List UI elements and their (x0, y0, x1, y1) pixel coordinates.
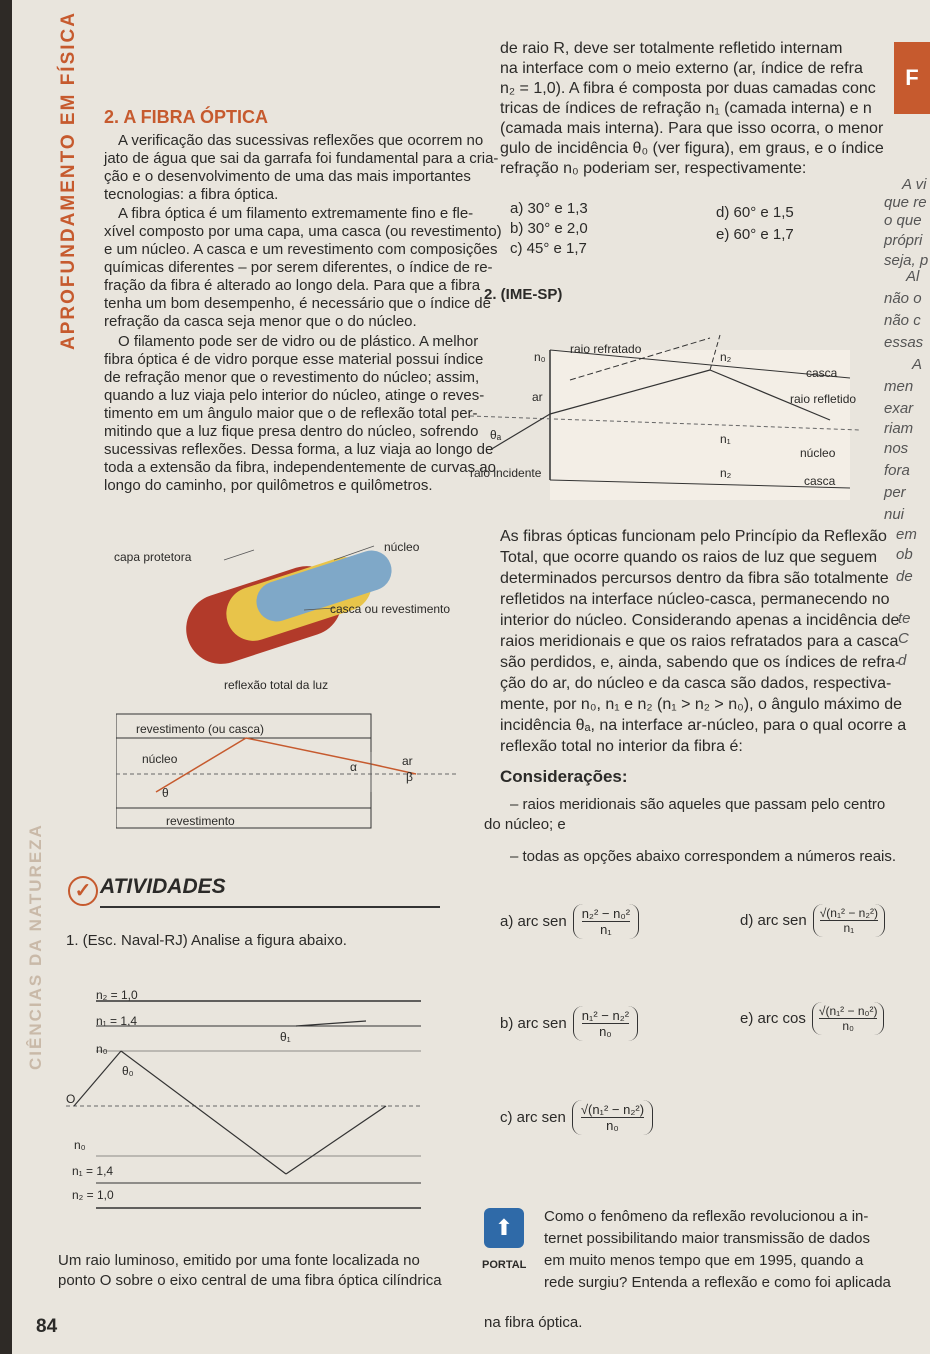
text-line: – raios meridionais são aqueles que passam pelo centro (510, 796, 886, 813)
fraction (572, 1100, 653, 1135)
text-line: ternet possibilitando maior transmissão de dados (544, 1230, 871, 1247)
refraction-diagram (470, 330, 860, 500)
label-casca: casca ou revestimento (330, 602, 451, 616)
edge-fragment: de (896, 568, 913, 585)
label-n0-top: n₀ (96, 1042, 108, 1056)
section-heading: 2. A FIBRA ÓPTICA (104, 107, 269, 127)
label-air: ar (402, 754, 413, 768)
label-theta1: θ₁ (280, 1030, 291, 1044)
option-2e (740, 1002, 884, 1035)
option-2b (500, 1006, 638, 1041)
text-line: reflexão total no interior da fibra é: (500, 738, 743, 755)
text-line: Como o fenômeno da reflexão revolucionou a in- (544, 1208, 869, 1225)
text-line: fibra óptica é de vidro porque esse material possui índice (104, 351, 484, 368)
text-line: de raio R, deve ser totalmente refletido internam (500, 40, 843, 57)
corner-tag: F (894, 42, 930, 114)
question-2: 2. (IME-SP) (484, 286, 563, 303)
text-line: As fibras ópticas funcionam pelo Princípio da Reflexão (500, 528, 887, 545)
label-reflected: raio refletido (790, 392, 857, 406)
label-rev-top: revestimento (ou casca) (136, 722, 265, 736)
portal-icon: ⬆ (484, 1208, 524, 1248)
text-line: xível composto por uma capa, uma casca (ou revestimento) (104, 223, 502, 240)
option-1d: d) 60° e 1,5 (716, 204, 794, 221)
label-core: núcleo (800, 446, 836, 460)
edge-fragment: fora (884, 462, 910, 479)
edge-fragment: essas (884, 334, 924, 351)
text-line: tenha um bom desempenho, é necessário que o índice de (104, 295, 491, 312)
denominator: n₀ (606, 1118, 619, 1133)
edge-fragment: não o (884, 290, 922, 307)
text-line: determinados percursos dentro da fibra são totalmente (500, 570, 889, 587)
text-line: toda a extensão da fibra, independentemente de curvas ao (104, 459, 496, 476)
page-number: 84 (36, 1316, 58, 1337)
denominator: n₁ (600, 922, 612, 937)
label-casca-bot: casca (804, 474, 836, 488)
text-line: e um núcleo. A casca e um revestimento com composições (104, 241, 498, 258)
portal-label: PORTAL (482, 1259, 527, 1271)
text-line: químicas diferentes – por serem diferentes, o índice de re- (104, 259, 493, 276)
text-line: A fibra óptica é um filamento extremamente fino e fle- (118, 205, 474, 222)
edge-fragment: d (898, 652, 907, 669)
fiber-ray-diagram (66, 986, 426, 1216)
edge-fragment: Al (906, 268, 920, 285)
text-line: A verificação das sucessivas reflexões que ocorrem no (118, 132, 484, 149)
text-line: fração da fibra é alterado ao longo dela. Para que a fibra (104, 277, 481, 294)
text-line: interior do núcleo. Considerando apenas a incidência de (500, 612, 900, 629)
option-1c: c) 45° e 1,7 (510, 240, 587, 257)
text-line: timento em um ângulo maior que o de reflexão total per- (104, 405, 478, 422)
text-line: jato de água que sai da garrafa foi fundamental para a cria- (104, 150, 499, 167)
label-core: núcleo (142, 752, 178, 766)
spine-label: APROFUNDAMENTO EM FÍSICA (58, 11, 79, 350)
text-line: mente, por n₀, n₁ e n₂ (n₁ > n₂ > n₀), o ângulo máximo de (500, 696, 903, 713)
text-line: gulo de incidência θ₀ (ver figura), em graus, e o índice (500, 140, 884, 157)
text-line: longo do caminho, por quilômetros e quilômetros. (104, 477, 433, 494)
edge-fragment: em (896, 526, 917, 543)
option-1e: e) 60° e 1,7 (716, 226, 794, 243)
text-line: (camada mais interna). Para que isso ocorra, o menor (500, 120, 884, 137)
text-line: sucessivas reflexões. Dessa forma, a luz viaja ao longo de (104, 441, 494, 458)
text-line: quando a luz viaja pelo interior do núcleo, atinge o reves- (104, 387, 485, 404)
text-line: ponto O sobre o eixo central de uma fibra óptica cilíndrica (58, 1272, 442, 1289)
edge-fragment: ob (896, 546, 913, 563)
numerator: n₁² − n₂² (581, 1008, 630, 1023)
heading-rule (100, 906, 440, 908)
label-casca-top: casca (806, 366, 838, 380)
label-origin: O (66, 1092, 76, 1106)
label-n1-bot: n₁ = 1,4 (72, 1164, 114, 1178)
text-line: Total, que ocorre quando os raios de luz que seguem (500, 549, 878, 566)
label-ar: ar (532, 390, 543, 404)
label-beta: β (406, 770, 413, 784)
label-n2-top: n₂ (720, 350, 732, 364)
label-n2-top: n₂ = 1,0 (96, 988, 138, 1002)
text-line: ção do ar, do núcleo e da casca são dados, respectiva- (500, 675, 892, 692)
text-line: incidência θₐ, na interface ar-núcleo, para o qual ocorre a (500, 717, 907, 734)
option-prefix: a) arc sen (500, 913, 567, 930)
fraction (813, 904, 885, 937)
label-theta0: θ₀ (122, 1064, 134, 1078)
label-n2-bot: n₂ (720, 466, 732, 480)
text-line: tecnologias: a fibra óptica. (104, 186, 279, 203)
text-line: de refração menor que o revestimento do núcleo; assim, (104, 369, 480, 386)
text-line: Um raio luminoso, emitido por uma fonte localizada no (58, 1252, 420, 1269)
option-1b: b) 30° e 2,0 (510, 220, 588, 237)
text-line: do núcleo; e (484, 816, 566, 833)
edge-fragment: men (884, 378, 914, 395)
text-line: refletidos na interface núcleo-casca, permanecendo no (500, 591, 890, 608)
label-n0: n₀ (534, 350, 546, 364)
option-1a: a) 30° e 1,3 (510, 200, 588, 217)
option-2c (500, 1100, 653, 1135)
fiber-illustration (104, 530, 464, 700)
edge-fragment: própri (884, 232, 923, 249)
edge-fragment: nos (884, 440, 909, 457)
label-theta: θ (162, 786, 169, 800)
option-prefix: b) arc sen (500, 1015, 567, 1032)
text-line: raios meridionais e que os raios refratados para a casca (500, 633, 899, 650)
text-line: em muito menos tempo que em 1995, quando a (544, 1252, 864, 1269)
text-line: rede surgiu? Entenda a reflexão e como foi aplicada (544, 1274, 891, 1291)
edge-fragment: nui (884, 506, 905, 523)
text-line: são perdidos, e, ainda, sabendo que os índices de refra- (500, 654, 901, 671)
text-line: n₂ = 1,0). A fibra é composta por duas camadas conc (500, 80, 876, 97)
numerator: √(n₁² − n₂²) (819, 906, 879, 920)
numerator: √(n₁² − n₀²) (818, 1004, 878, 1018)
label-alpha: α (350, 760, 357, 774)
denominator: n₀ (842, 1019, 854, 1033)
label-n1-top: n₁ = 1,4 (96, 1014, 138, 1028)
activities-heading: ATIVIDADES (100, 875, 226, 898)
label-incident: raio incidente (470, 466, 542, 480)
label-n0-bot: n₀ (74, 1138, 86, 1152)
denominator: n₁ (843, 921, 855, 935)
label-capa: capa protetora (114, 550, 192, 564)
edge-fragment: o que (884, 212, 922, 229)
label-theta-a: θₐ (490, 428, 502, 442)
edge-fragment: A vi (902, 176, 927, 193)
label-refracted: raio refratado (570, 342, 642, 356)
edge-fragment: exar (884, 400, 914, 417)
denominator: n₀ (599, 1024, 612, 1039)
text-line: tricas de índices de refração n₁ (camada interna) e n (500, 100, 872, 117)
considerations-heading: Considerações: (500, 767, 628, 786)
fraction (573, 904, 639, 939)
spine-bottom-label: CIÊNCIAS DA NATUREZA (26, 823, 45, 1070)
text-line: mitindo que a luz fique presa dentro do núcleo, sofrendo (104, 423, 479, 440)
edge-fragment: A (912, 356, 923, 373)
text-line: na interface com o meio externo (ar, índice de refra (500, 60, 863, 77)
text-line: ção e o desenvolvimento de uma das mais importantes (104, 168, 471, 185)
option-2a (500, 904, 639, 939)
edge-fragment: riam (884, 420, 914, 437)
text-line: refração da casca seja menor que o do núcleo. (104, 313, 417, 330)
label-n1: n₁ (720, 432, 731, 446)
edge-fragment: te (898, 610, 911, 627)
label-nucleo: núcleo (384, 540, 420, 554)
cladding-diagram (116, 712, 466, 832)
question-1: 1. (Esc. Naval-RJ) Analise a figura abaixo. (66, 932, 347, 949)
edge-fragment: C (898, 630, 909, 647)
text-line: – todas as opções abaixo correspondem a números reais. (510, 848, 897, 865)
numerator: n₂² − n₀² (581, 906, 631, 921)
option-prefix: d) arc sen (740, 912, 807, 929)
text-line: O filamento pode ser de vidro ou de plástico. A melhor (118, 333, 479, 350)
text-line: refração n₀ poderiam ser, respectivamente: (500, 160, 807, 177)
check-icon: ✓ (68, 876, 98, 906)
edge-fragment: per (884, 484, 906, 501)
edge-fragment: não c (884, 312, 921, 329)
fraction (573, 1006, 638, 1041)
label-n2-bot: n₂ = 1,0 (72, 1188, 114, 1202)
numerator: √(n₁² − n₂²) (580, 1102, 645, 1117)
option-prefix: e) arc cos (740, 1010, 806, 1027)
text-line: na fibra óptica. (484, 1314, 583, 1331)
option-2d (740, 904, 885, 937)
edge-fragment: que re (884, 194, 927, 211)
label-rev-bot: revestimento (166, 814, 235, 828)
option-prefix: c) arc sen (500, 1109, 566, 1126)
fraction (812, 1002, 885, 1035)
label-reflexao: reflexão total da luz (224, 678, 329, 692)
edge-fragment: seja, p (884, 252, 929, 269)
